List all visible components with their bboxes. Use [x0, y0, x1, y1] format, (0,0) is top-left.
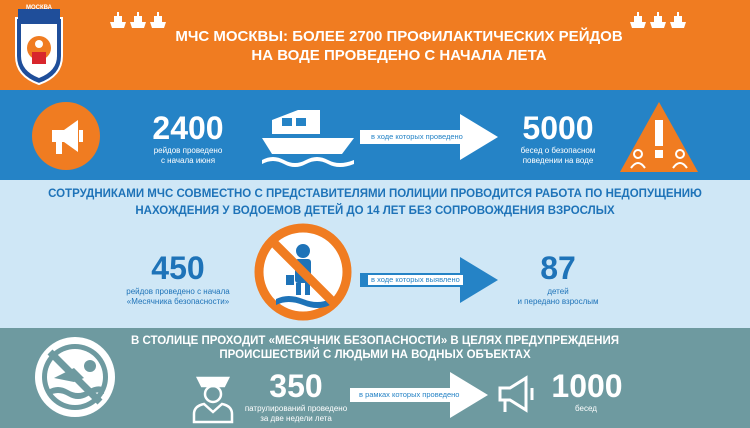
stat-350-caption-2: за две недели лета — [260, 414, 332, 423]
stat-5000-caption-1: бесед о безопасном — [520, 146, 596, 155]
stat-2400-caption-2: с начала июня — [160, 156, 216, 165]
stat-450-caption-2: «Месячника безопасности» — [126, 297, 230, 306]
stat-2400-caption-1: рейдов проведено — [153, 146, 223, 155]
stat-350: 350 — [269, 368, 323, 404]
no-child-icon — [254, 223, 352, 326]
stat-450: 450 — [151, 250, 205, 286]
stat-350-caption-1: патрулирований проведено — [244, 404, 348, 413]
arrow-3-label: в рамках которых проведено — [356, 390, 462, 400]
police-officer-icon — [190, 368, 236, 428]
megaphone-icon — [30, 100, 102, 177]
stat-87: 87 — [540, 250, 576, 286]
ships-left-icon — [108, 10, 170, 37]
ships-right-icon — [628, 10, 690, 37]
stat-87-caption-2: и передано взрослым — [517, 297, 599, 306]
arrow-1-label: в ходе которых проведено — [368, 132, 466, 142]
boat-icon — [258, 106, 358, 173]
warning-people-icon — [616, 98, 702, 181]
header-title-line1: МЧС МОСКВЫ: БОЛЕЕ 2700 ПРОФИЛАКТИЧЕСКИХ РЕЙДОВ — [175, 28, 623, 45]
section2-title-line2: НАХОЖДЕНИЯ У ВОДОЕМОВ ДЕТЕЙ ДО 14 ЛЕТ БЕЗ СОПРОВОЖДЕНИЯ ВЗРОСЛЫХ — [135, 205, 615, 217]
stat-5000: 5000 — [522, 110, 594, 146]
stat-5000-caption-2: поведении на воде — [522, 156, 594, 165]
section3-title-line2: ПРОИСШЕСТВИЙ С ЛЮДЬМИ НА ВОДНЫХ ОБЪЕКТАХ — [219, 349, 531, 361]
arrow-2-label: в ходе которых выявлено — [368, 275, 463, 285]
stat-87-caption-1: детей — [547, 287, 569, 296]
stat-1000-caption-1: бесед — [575, 404, 597, 413]
stat-1000: 1000 — [551, 368, 623, 404]
emblem-text: МОСКВА — [25, 5, 53, 11]
section3-title-line1: В СТОЛИЦЕ ПРОХОДИТ «МЕСЯЧНИК БЕЗОПАСНОСТИ» В ЦЕЛЯХ ПРЕДУПРЕЖДЕНИЯ — [131, 335, 619, 347]
header-title-line2: НА ВОДЕ ПРОВЕДЕНО С НАЧАЛА ЛЕТА — [251, 47, 547, 64]
stat-450-caption-1: рейдов проведено с начала — [126, 287, 230, 296]
section2-title-line1: СОТРУДНИКАМИ МЧС СОВМЕСТНО С ПРЕДСТАВИТЕЛЯМИ ПОЛИЦИИ ПРОВОДИТСЯ РАБОТА ПО НЕДОПУЩЕНИЮ — [48, 188, 702, 200]
mchs-emblem-icon — [10, 6, 68, 86]
no-swimming-icon — [30, 332, 120, 427]
stat-2400: 2400 — [152, 110, 224, 146]
